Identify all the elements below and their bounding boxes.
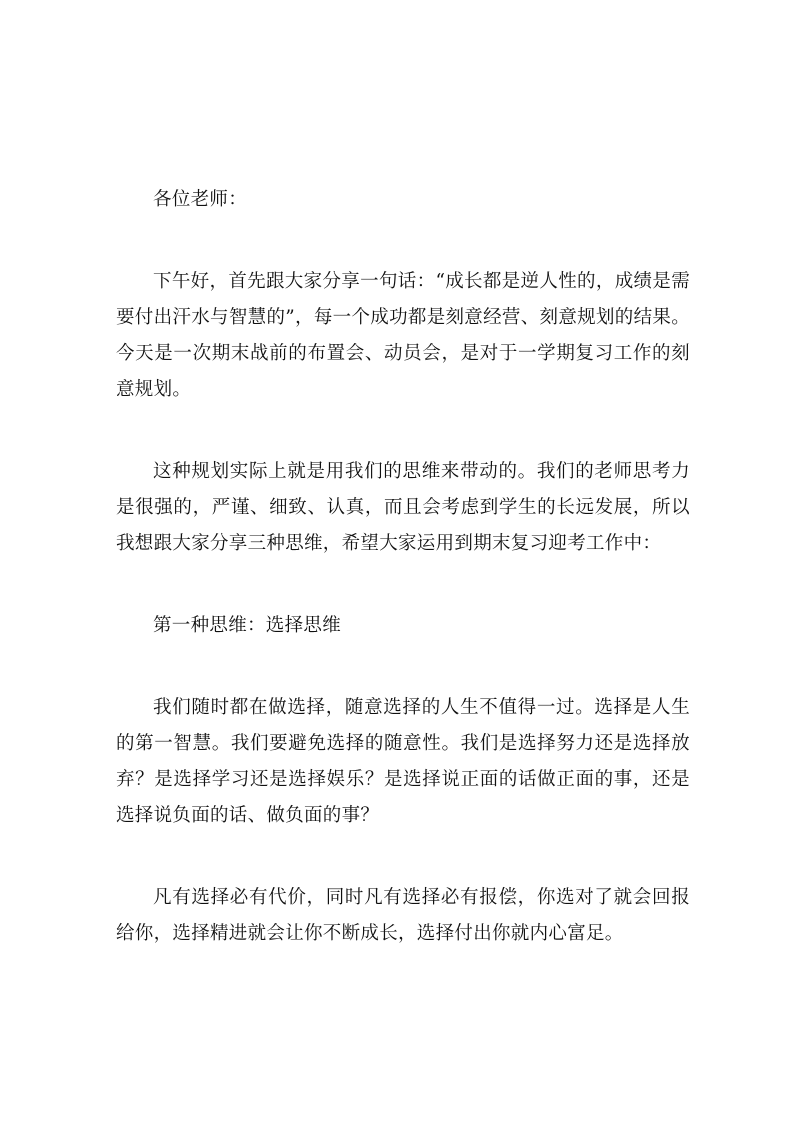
paragraph-thinking-intro: 这种规划实际上就是用我们的思维来带动的。我们的老师思考力是很强的，严谨、细致、认真，而且会考虑到学生的长远发展，所以我想跟大家分享三种思维，希望大家运用到期末复习迎考工作中： (116, 461, 690, 554)
paragraph-choice: 我们随时都在做选择，随意选择的人生不值得一过。选择是人生的第一智慧。我们要避免选择的随意性。我们是选择努力还是选择放弃？是选择学习还是选择娱乐？是选择说正面的话做正面的事，还是选择说负面的话、做负面的事？ (116, 697, 690, 826)
document-body (116, 182, 690, 952)
paragraph-opening: 下午好，首先跟大家分享一句话：“成长都是逆人性的，成绩是需要付出汗水与智慧的”，每一个成功都是刻意经营、刻意规划的结果。今天是一次期末战前的布置会、动员会，是对于一学期复习工作的刻意规划。 (116, 271, 690, 400)
paragraph-cost-reward: 凡有选择必有代价，同时凡有选择必有报偿，你选对了就会回报给你，选择精进就会让你不断成长，选择付出你就内心富足。 (116, 887, 690, 944)
greeting: 各位老师： (153, 189, 248, 210)
section-heading-choice-thinking: 第一种思维：选择思维 (153, 615, 342, 636)
